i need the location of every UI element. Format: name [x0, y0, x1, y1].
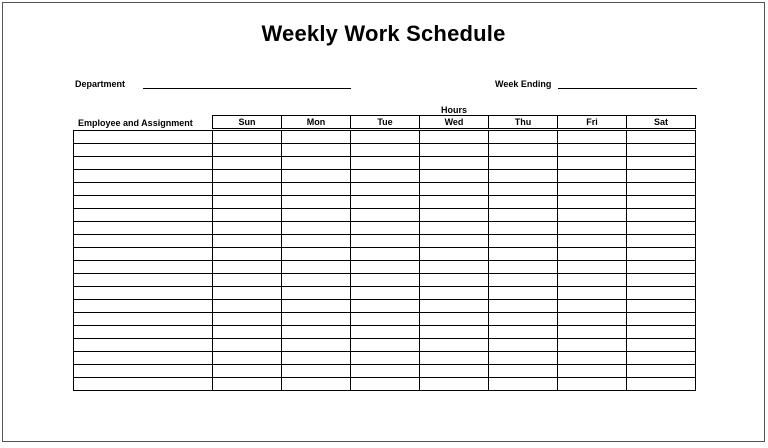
employee-cell[interactable]	[74, 157, 213, 170]
employee-cell[interactable]	[74, 183, 213, 196]
hours-cell-wed[interactable]	[420, 196, 489, 209]
hours-cell-thu[interactable]	[489, 144, 558, 157]
hours-cell-mon[interactable]	[282, 183, 351, 196]
hours-cell-sun[interactable]	[213, 274, 282, 287]
hours-cell-wed[interactable]	[420, 352, 489, 365]
hours-cell-thu[interactable]	[489, 196, 558, 209]
hours-cell-sun[interactable]	[213, 157, 282, 170]
page-title: Weekly Work Schedule	[261, 21, 506, 46]
table-row	[74, 287, 696, 300]
hours-cell-sun[interactable]	[213, 300, 282, 313]
hours-cell-sat[interactable]	[627, 235, 696, 248]
employee-cell[interactable]	[74, 326, 213, 339]
hours-cell-sun[interactable]	[213, 170, 282, 183]
hours-cell-thu[interactable]	[489, 235, 558, 248]
hours-cell-wed[interactable]	[420, 300, 489, 313]
hours-cell-wed[interactable]	[420, 274, 489, 287]
department-label: Department	[75, 79, 126, 89]
hours-cell-mon[interactable]	[282, 300, 351, 313]
hours-cell-fri[interactable]	[558, 352, 627, 365]
employee-cell[interactable]	[74, 170, 213, 183]
table-row	[74, 300, 696, 313]
employee-cell[interactable]	[74, 261, 213, 274]
hours-cell-fri[interactable]	[558, 378, 627, 391]
hours-cell-mon[interactable]	[282, 248, 351, 261]
table-row	[74, 313, 696, 326]
hours-cell-fri[interactable]	[558, 131, 627, 144]
hours-cell-wed[interactable]	[420, 313, 489, 326]
table-row	[74, 339, 696, 352]
hours-cell-fri[interactable]	[558, 261, 627, 274]
hours-cell-sat[interactable]	[627, 378, 696, 391]
hours-cell-fri[interactable]	[558, 209, 627, 222]
hours-cell-tue[interactable]	[351, 274, 420, 287]
hours-cell-tue[interactable]	[351, 183, 420, 196]
hours-cell-sun[interactable]	[213, 248, 282, 261]
hours-cell-wed[interactable]	[420, 378, 489, 391]
table-row	[74, 365, 696, 378]
employee-cell[interactable]	[74, 339, 213, 352]
hours-cell-sun[interactable]	[213, 339, 282, 352]
day-header-wed: Wed	[420, 116, 489, 129]
hours-cell-wed[interactable]	[420, 183, 489, 196]
table-row	[74, 235, 696, 248]
hours-cell-thu[interactable]	[489, 313, 558, 326]
hours-cell-tue[interactable]	[351, 300, 420, 313]
table-row	[74, 183, 696, 196]
hours-cell-sat[interactable]	[627, 131, 696, 144]
hours-cell-mon[interactable]	[282, 352, 351, 365]
table-row	[74, 274, 696, 287]
hours-cell-sun[interactable]	[213, 313, 282, 326]
hours-cell-sun[interactable]	[213, 352, 282, 365]
hours-cell-thu[interactable]	[489, 378, 558, 391]
hours-cell-mon[interactable]	[282, 209, 351, 222]
day-header-sat: Sat	[627, 116, 696, 129]
employee-cell[interactable]	[74, 144, 213, 157]
employee-cell[interactable]	[74, 196, 213, 209]
hours-cell-tue[interactable]	[351, 131, 420, 144]
employee-cell[interactable]	[74, 287, 213, 300]
hours-cell-sat[interactable]	[627, 274, 696, 287]
hours-cell-fri[interactable]	[558, 365, 627, 378]
hours-cell-tue[interactable]	[351, 248, 420, 261]
hours-cell-fri[interactable]	[558, 196, 627, 209]
day-header-thu: Thu	[489, 116, 558, 129]
employee-cell[interactable]	[74, 235, 213, 248]
hours-cell-wed[interactable]	[420, 235, 489, 248]
employee-cell[interactable]	[74, 313, 213, 326]
hours-cell-fri[interactable]	[558, 274, 627, 287]
department-field[interactable]	[143, 88, 351, 89]
table-row	[74, 131, 696, 144]
table-row	[74, 209, 696, 222]
hours-cell-fri[interactable]	[558, 235, 627, 248]
hours-cell-tue[interactable]	[351, 313, 420, 326]
table-row	[74, 144, 696, 157]
table-row	[74, 326, 696, 339]
hours-cell-tue[interactable]	[351, 326, 420, 339]
hours-cell-sat[interactable]	[627, 313, 696, 326]
hours-cell-tue[interactable]	[351, 157, 420, 170]
hours-cell-sat[interactable]	[627, 287, 696, 300]
hours-cell-sat[interactable]	[627, 339, 696, 352]
hours-cell-thu[interactable]	[489, 131, 558, 144]
day-header-tue: Tue	[351, 116, 420, 129]
hours-cell-tue[interactable]	[351, 339, 420, 352]
table-row	[74, 352, 696, 365]
hours-cell-tue[interactable]	[351, 209, 420, 222]
hours-cell-fri[interactable]	[558, 222, 627, 235]
hours-cell-sun[interactable]	[213, 222, 282, 235]
hours-cell-mon[interactable]	[282, 274, 351, 287]
week-ending-label: Week Ending	[495, 79, 552, 89]
hours-cell-fri[interactable]	[558, 183, 627, 196]
hours-cell-sat[interactable]	[627, 170, 696, 183]
hours-cell-mon[interactable]	[282, 365, 351, 378]
hours-cell-sun[interactable]	[213, 287, 282, 300]
hours-cell-thu[interactable]	[489, 248, 558, 261]
hours-cell-sun[interactable]	[213, 261, 282, 274]
hours-cell-tue[interactable]	[351, 235, 420, 248]
hours-cell-mon[interactable]	[282, 170, 351, 183]
employee-cell[interactable]	[74, 209, 213, 222]
employee-cell[interactable]	[74, 248, 213, 261]
day-header-fri: Fri	[558, 116, 627, 129]
hours-cell-fri[interactable]	[558, 287, 627, 300]
hours-cell-sun[interactable]	[213, 209, 282, 222]
hours-cell-sun[interactable]	[213, 378, 282, 391]
employee-cell[interactable]	[74, 378, 213, 391]
hours-cell-sun[interactable]	[213, 326, 282, 339]
table-row	[74, 248, 696, 261]
hours-cell-mon[interactable]	[282, 287, 351, 300]
hours-cell-wed[interactable]	[420, 131, 489, 144]
hours-cell-fri[interactable]	[558, 326, 627, 339]
hours-cell-sat[interactable]	[627, 261, 696, 274]
table-row	[74, 157, 696, 170]
hours-cell-wed[interactable]	[420, 144, 489, 157]
hours-label: Hours	[440, 105, 467, 115]
hours-cell-sun[interactable]	[213, 131, 282, 144]
hours-cell-thu[interactable]	[489, 209, 558, 222]
hours-cell-wed[interactable]	[420, 339, 489, 352]
hours-cell-sat[interactable]	[627, 196, 696, 209]
employee-assignment-header: Employee and Assignment	[78, 118, 193, 128]
week-ending-field[interactable]	[558, 88, 697, 89]
hours-cell-sat[interactable]	[627, 300, 696, 313]
day-header-mon: Mon	[282, 116, 351, 129]
hours-cell-mon[interactable]	[282, 313, 351, 326]
employee-cell[interactable]	[74, 222, 213, 235]
hours-cell-wed[interactable]	[420, 261, 489, 274]
hours-cell-mon[interactable]	[282, 144, 351, 157]
hours-cell-thu[interactable]	[489, 287, 558, 300]
hours-cell-sat[interactable]	[627, 248, 696, 261]
hours-cell-tue[interactable]	[351, 170, 420, 183]
hours-cell-sun[interactable]	[213, 365, 282, 378]
table-row	[74, 222, 696, 235]
hours-cell-fri[interactable]	[558, 313, 627, 326]
hours-cell-thu[interactable]	[489, 326, 558, 339]
hours-cell-thu[interactable]	[489, 352, 558, 365]
hours-cell-tue[interactable]	[351, 378, 420, 391]
hours-cell-fri[interactable]	[558, 157, 627, 170]
hours-cell-mon[interactable]	[282, 235, 351, 248]
hours-cell-thu[interactable]	[489, 365, 558, 378]
hours-cell-mon[interactable]	[282, 131, 351, 144]
hours-cell-thu[interactable]	[489, 300, 558, 313]
hours-cell-sat[interactable]	[627, 326, 696, 339]
employee-cell[interactable]	[74, 352, 213, 365]
table-row	[74, 196, 696, 209]
hours-cell-mon[interactable]	[282, 157, 351, 170]
hours-cell-mon[interactable]	[282, 339, 351, 352]
table-row	[74, 170, 696, 183]
hours-cell-thu[interactable]	[489, 183, 558, 196]
hours-cell-sat[interactable]	[627, 209, 696, 222]
hours-cell-sat[interactable]	[627, 183, 696, 196]
schedule-page	[2, 2, 765, 442]
hours-cell-sun[interactable]	[213, 183, 282, 196]
hours-cell-thu[interactable]	[489, 157, 558, 170]
hours-cell-fri[interactable]	[558, 339, 627, 352]
employee-cell[interactable]	[74, 131, 213, 144]
hours-cell-fri[interactable]	[558, 248, 627, 261]
day-header-row	[212, 115, 696, 129]
hours-cell-sat[interactable]	[627, 144, 696, 157]
hours-cell-tue[interactable]	[351, 287, 420, 300]
hours-cell-thu[interactable]	[489, 261, 558, 274]
hours-cell-thu[interactable]	[489, 170, 558, 183]
hours-cell-tue[interactable]	[351, 365, 420, 378]
day-header-sun: Sun	[213, 116, 282, 129]
hours-cell-wed[interactable]	[420, 365, 489, 378]
table-row	[74, 378, 696, 391]
hours-cell-tue[interactable]	[351, 352, 420, 365]
hours-cell-mon[interactable]	[282, 326, 351, 339]
hours-cell-thu[interactable]	[489, 222, 558, 235]
hours-cell-mon[interactable]	[282, 196, 351, 209]
hours-cell-wed[interactable]	[420, 157, 489, 170]
hours-cell-sat[interactable]	[627, 352, 696, 365]
hours-cell-wed[interactable]	[420, 170, 489, 183]
hours-cell-fri[interactable]	[558, 144, 627, 157]
hours-cell-sun[interactable]	[213, 235, 282, 248]
hours-cell-mon[interactable]	[282, 222, 351, 235]
hours-cell-tue[interactable]	[351, 222, 420, 235]
hours-cell-mon[interactable]	[282, 378, 351, 391]
hours-cell-wed[interactable]	[420, 326, 489, 339]
hours-cell-fri[interactable]	[558, 170, 627, 183]
hours-cell-wed[interactable]	[420, 248, 489, 261]
hours-cell-thu[interactable]	[489, 339, 558, 352]
hours-cell-sat[interactable]	[627, 157, 696, 170]
hours-cell-tue[interactable]	[351, 144, 420, 157]
hours-cell-mon[interactable]	[282, 261, 351, 274]
hours-cell-tue[interactable]	[351, 196, 420, 209]
table-row	[74, 261, 696, 274]
employee-cell[interactable]	[74, 300, 213, 313]
schedule-grid	[73, 130, 696, 391]
hours-cell-sun[interactable]	[213, 144, 282, 157]
employee-cell[interactable]	[74, 365, 213, 378]
hours-cell-tue[interactable]	[351, 261, 420, 274]
hours-cell-fri[interactable]	[558, 300, 627, 313]
hours-cell-thu[interactable]	[489, 274, 558, 287]
hours-cell-wed[interactable]	[420, 209, 489, 222]
hours-cell-sun[interactable]	[213, 196, 282, 209]
hours-cell-wed[interactable]	[420, 222, 489, 235]
hours-cell-sat[interactable]	[627, 365, 696, 378]
hours-cell-wed[interactable]	[420, 287, 489, 300]
employee-cell[interactable]	[74, 274, 213, 287]
hours-cell-sat[interactable]	[627, 222, 696, 235]
